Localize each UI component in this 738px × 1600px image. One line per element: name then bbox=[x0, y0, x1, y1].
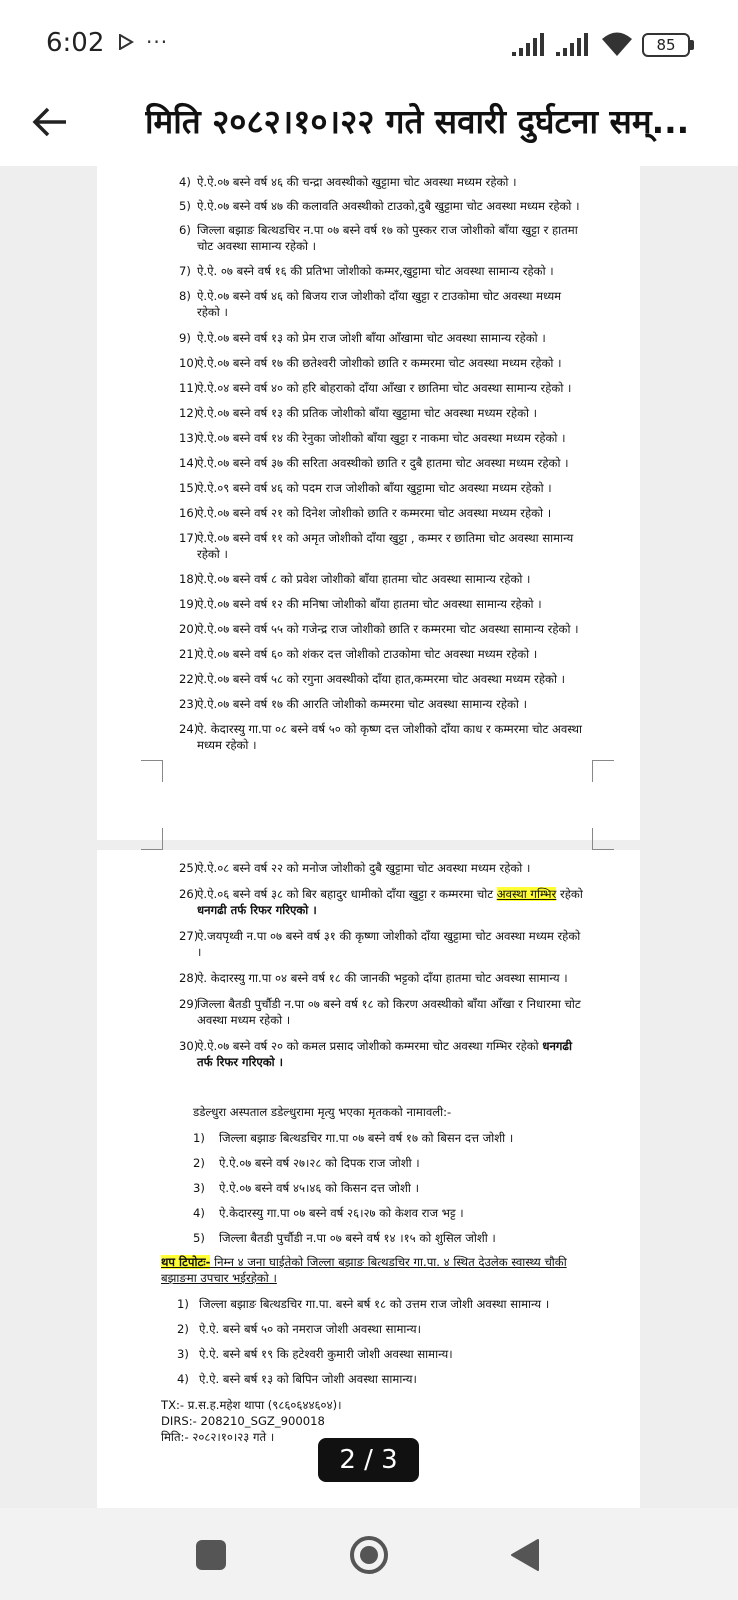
navigation-bar bbox=[0, 1508, 738, 1600]
signal-icon bbox=[512, 32, 548, 56]
status-time: 6:02 bbox=[46, 28, 105, 58]
play-icon bbox=[118, 34, 134, 50]
signal-icon-2 bbox=[556, 32, 592, 56]
battery-tip bbox=[690, 40, 694, 50]
document-page-2: 25) ऐ.ऐ.०८ बस्ने वर्ष २२ को मनोज जोशीको दुबै खुट्टामा चोट अवस्था मध्यम रहेको । 26) ऐ.ऐ.०६ बस्ने वर्ष ३८ को बिर बहादुर धामीको दाँया खुट्टा र कम्मरमा चोट अवस्था गम्भिर रहेको धनगढी तर्फ रिफर गरिएको । 27) ऐ.जयपृथ्वी न.पा ०७ बस्ने वर्ष ३१ की कृष्णा जोशीको दाँया खुट्टामा चोट अवस्था मध्यम रहेको । 28) ऐ. केदारस्यु गा.पा ०४ बस्ने वर्ष १८ की जानकी भट्टको दाँया हातमा चोट अवस्था सामान्य । 29) जिल्ला बैतडी पुर्चौडी न.पा ०७ बस्ने वर्ष १८ को किरण अवस्थीको बाँया आँखा र निधारमा चोट अवस्था मध्यम रहेको । 30) ऐ.ऐ.०७ बस्ने वर्ष २० को कमल प्रसाद जोशीको कम्मरमा चोट अवस्था गम्भिर रहेको धनगढी तर्फ रिफर गरिएको । डडेल्धुरा अस्पताल डडेल्धुरामा मृत्यु भएका मृतकको नामावली:- 1) जिल्ला बझाङ बित्थडचिर गा.पा ०७ बस्ने वर्ष १७ को बिसन दत्त जोशी । 2) ऐ.ऐ.०७ बस्ने वर्ष २७।२८ को दिपक राज जोशी । 3) ऐ.ऐ.०७ बस्ने वर्ष ४५।४६ को किसन दत्त जोशी । 4) ऐ.केदारस्यु गा.पा ०७ बस्ने वर्ष २६।२७ को केशव राज भट्ट । 5) जिल्ला बैतडी पुर्चौडी न.पा ०७ बस्ने वर्ष १४ ।१५ को शुसिल जोशी । थप टिपोटः- निम्न ४ जना घाईतेको जिल्ला बझाङ बित्थडचिर गा.पा. ४ स्थित देउलेक स्वास्थ्य चौकी बझाङमा उपचार भईरहेको । 1) जिल्ला बझाङ बित्थडचिर गा.पा. बस्ने बर्ष १८ को उत्तम राज जोशी अवस्था सामान्य । 2) ऐ.ऐ. बस्ने बर्ष ५० को नमराज जोशी अवस्था सामान्य। 3) ऐ.ऐ. बस्ने बर्ष १९ कि हटेश्वरी कुमारी जोशी अवस्था सामान्य। 4) ऐ.ऐ. बस्ने बर्ष १३ को बिपिन जोशी अवस्था सामान्य। TX:- प्र.स.ह.महेश थापा (९८६०६४४६०४)। DIRS:- 208210_SGZ_900018 मिति:- २०८२।१०।२३ गते । bbox=[97, 850, 640, 1524]
crop-mark bbox=[592, 828, 614, 850]
crop-mark bbox=[141, 828, 163, 850]
pdf-viewer[interactable] bbox=[0, 166, 738, 1508]
wifi-icon bbox=[600, 30, 634, 58]
more-notifications-icon: ··· bbox=[146, 30, 169, 54]
note-label: थप टिपोटः- bbox=[161, 1255, 211, 1269]
status-bar bbox=[0, 0, 738, 90]
document-page-1: 4) ऐ.ऐ.०७ बस्ने वर्ष ४६ की चन्द्रा अवस्थीको खुट्टामा चोट अवस्था मध्यम रहेको । 5) ऐ.ऐ.०७ बस्ने वर्ष ४७ की कलावति अवस्थीको टाउको,दुबै खुट्टामा चोट अवस्था मध्यम रहेको । 6) जिल्ला बझाङ बित्थडचिर न.पा ०७ बस्ने वर्ष १७ को पुस्कर राज जोशीको बाँया खुट्टा र हातमा चोट अवस्था सामान्य रहेको । 7) ऐ.ऐ. ०७ बस्ने वर्ष १६ की प्रतिभा जोशीको कम्मर,खुट्टामा चोट अवस्था सामान्य रहेको । 8) ऐ.ऐ.०७ बस्ने वर्ष ४६ को बिजय राज जोशीको दाँया खुट्टा र टाउकोमा चोट अवस्था मध्यम रहेको । 9) ऐ.ऐ.०७ बस्ने वर्ष १३ को प्रेम राज जोशी बाँया आँखामा चोट अवस्था सामान्य रहेको । 10) ऐ.ऐ.०७ बस्ने वर्ष १७ की छतेश्वरी जोशीको छाति र कम्मरमा चोट अवस्था मध्यम रहेको । 11) ऐ.ऐ.०४ बस्ने वर्ष ४० को हरि बोहराको दाँया आँखा र छातिमा चोट अवस्था सामान्य रहेको । 12) ऐ.ऐ.०७ बस्ने वर्ष १३ की प्रतिक जोशीको बाँया खुट्टामा चोट अवस्था मध्यम रहेको । 13) ऐ.ऐ.०७ बस्ने वर्ष १४ की रेनुका जोशीको बाँया खुट्टा र नाकमा चोट अवस्था मध्यम रहेको । 14) ऐ.ऐ.०७ बस्ने वर्ष ३७ की सरिता अवस्थीको छाति र दुबै हातमा चोट अवस्था मध्यम रहेको । 15) ऐ.ऐ.०९ बस्ने वर्ष ४६ को पदम राज जोशीको बाँया खुट्टामा चोट अवस्था मध्यम रहेको । 16) ऐ.ऐ.०७ बस्ने वर्ष २१ को दिनेश जोशीको छाति र कम्मरमा चोट अवस्था मध्यम रहेको । 17) ऐ.ऐ.०७ बस्ने वर्ष ११ को अमृत जोशीको दाँया खुट्टा , कम्मर र छातिमा चोट अवस्था सामान्य रहेको । 18) ऐ.ऐ.०७ बस्ने वर्ष ८ को प्रवेश जोशीको बाँया हातमा चोट अवस्था सामान्य रहेको । 19) ऐ.ऐ.०७ बस्ने वर्ष १२ की मनिषा जोशीको बाँया हातमा चोट अवस्था सामान्य रहेको । 20) ऐ.ऐ.०७ बस्ने वर्ष ५५ को गजेन्द्र राज जोशीको छाति र कम्मरमा चोट अवस्था सामान्य रहेको । 21) ऐ.ऐ.०७ बस्ने वर्ष ६० को शंकर दत्त जोशीको टाउकोमा चोट अवस्था मध्यम रहेको । 22) ऐ.ऐ.०७ बस्ने वर्ष ५८ को रगुना अवस्थीको दाँया हात,कम्मरमा चोट अवस्था मध्यम रहेको । 23) ऐ.ऐ.०७ बस्ने वर्ष १७ की आरति जोशीको कम्मरमा चोट अवस्था सामान्य रहेको । 24) ऐ. केदारस्यु गा.पा ०८ बस्ने वर्ष ५० को कृष्ण दत्त जोशीको दाँया काध र कम्मरमा चोट अवस्था मध्यम रहेको । bbox=[97, 166, 640, 840]
page-indicator: 2 / 3 bbox=[318, 1438, 419, 1482]
crop-mark bbox=[592, 760, 614, 782]
back-triangle-icon[interactable] bbox=[510, 1538, 540, 1572]
crop-mark bbox=[141, 760, 163, 782]
recent-apps-icon[interactable] bbox=[196, 1540, 226, 1570]
app-header bbox=[0, 90, 738, 166]
highlighted-text: अवस्था गम्भिर bbox=[496, 887, 557, 901]
document-title: मिति २०८२।१०।२२ गते सवारी दुर्घटना सम्... bbox=[145, 102, 690, 141]
home-icon-center bbox=[360, 1546, 378, 1564]
battery-icon: 85 bbox=[642, 33, 690, 57]
back-arrow-icon[interactable] bbox=[30, 102, 70, 142]
